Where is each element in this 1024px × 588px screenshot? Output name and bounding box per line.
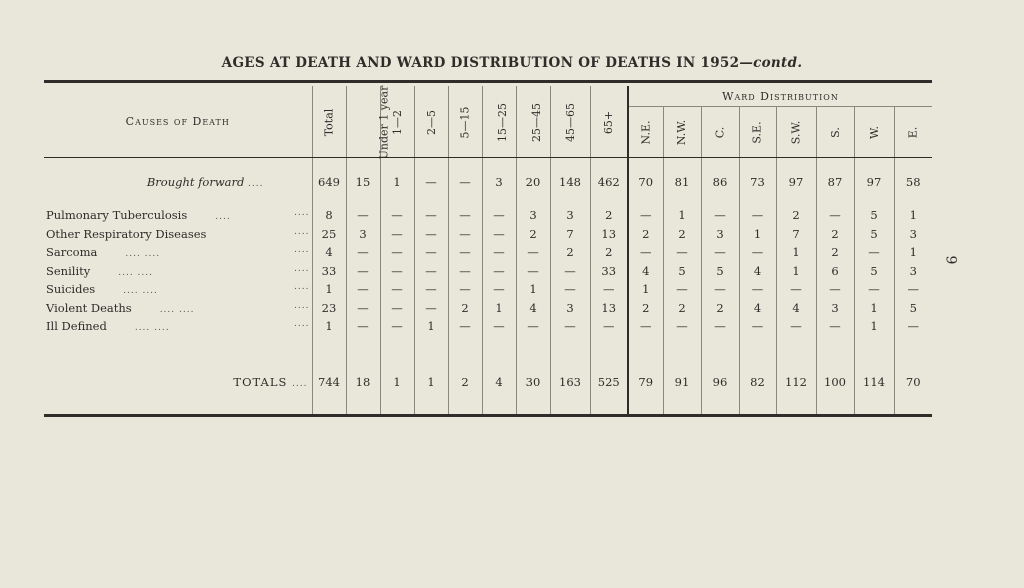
col-header-under-1: Under 1 year (346, 86, 380, 157)
col-header-2-5: 2—5 (414, 86, 448, 157)
table-cell: 5 (701, 262, 739, 281)
table-cell: 5 (854, 206, 894, 225)
table-cell: — (380, 262, 414, 281)
table-cell: 1 (312, 317, 346, 336)
table-cell: 4 (776, 299, 816, 318)
table-cell: 3 (894, 225, 932, 244)
table-cell: 33 (590, 262, 628, 281)
table-cell (516, 402, 550, 416)
table-cell: 3 (701, 225, 739, 244)
table-cell (854, 402, 894, 416)
totals-label: TOTALS (233, 374, 288, 389)
table-cell (590, 402, 628, 416)
table-cell (312, 336, 346, 362)
table-cell: 25 (312, 225, 346, 244)
table-cell: — (346, 280, 380, 299)
table-cell: 114 (854, 362, 894, 402)
table-cell: 1 (312, 280, 346, 299)
table-cell (590, 336, 628, 362)
causes-header: Causes of Death (125, 115, 230, 128)
table-cell: 5 (894, 299, 932, 318)
table-cell: — (414, 243, 448, 262)
col-header-25-45: 25—45 (516, 86, 550, 157)
table-cell: 1 (854, 317, 894, 336)
ward-distribution-header: Ward Distribution (628, 86, 932, 107)
table-cell: 18 (346, 362, 380, 402)
table-cell (663, 336, 701, 362)
table-cell: 1 (894, 206, 932, 225)
table-cell: — (414, 299, 448, 318)
table-cell: 2 (448, 299, 482, 318)
table-cell: — (550, 262, 590, 281)
table-cell: — (482, 317, 516, 336)
table-cell (516, 336, 550, 362)
table-cell: 148 (550, 158, 590, 207)
table-cell: 20 (516, 158, 550, 207)
table-cell (346, 336, 380, 362)
table-cell: — (739, 243, 776, 262)
table-cell: — (448, 317, 482, 336)
col-header-e: E. (894, 107, 932, 158)
table-cell: 3 (516, 206, 550, 225)
cause-label: Pulmonary Tuberculosis (46, 208, 188, 223)
table-cell (448, 402, 482, 416)
table-cell: 100 (816, 362, 854, 402)
totals-row: TOTALS .... 744 18 1 1 2 4 30 163 525 79 91 96 82 112 100 114 70 (44, 362, 932, 402)
table-cell (482, 402, 516, 416)
table-cell: 97 (776, 158, 816, 207)
table-cell: 1 (516, 280, 550, 299)
col-header-total: Total (312, 86, 346, 157)
table-cell: 4 (628, 262, 663, 281)
table-cell: — (380, 317, 414, 336)
tail-row (44, 402, 932, 416)
table-cell: — (701, 317, 739, 336)
table-cell: — (482, 243, 516, 262)
table-cell: 2 (816, 243, 854, 262)
table-cell (628, 336, 663, 362)
table-cell: 1 (414, 362, 448, 402)
table-cell (854, 336, 894, 362)
table-cell: — (516, 243, 550, 262)
table-cell: — (380, 225, 414, 244)
table-cell: 112 (776, 362, 816, 402)
table-cell: 649 (312, 158, 346, 207)
table-cell: 2 (816, 225, 854, 244)
table-cell: 33 (312, 262, 346, 281)
brought-forward-label: Brought forward (146, 175, 245, 189)
table-cell (482, 336, 516, 362)
table-cell: — (448, 280, 482, 299)
table-cell: — (380, 206, 414, 225)
table-cell: 1 (776, 262, 816, 281)
table-cell: — (482, 225, 516, 244)
cause-label: Sarcoma (46, 245, 98, 260)
table-cell (346, 402, 380, 416)
table-cell: — (516, 317, 550, 336)
table-cell: 1 (894, 243, 932, 262)
table-cell: — (590, 280, 628, 299)
table-cell: 744 (312, 362, 346, 402)
table-cell: — (346, 206, 380, 225)
col-header-ne: N.E. (628, 107, 663, 158)
table-cell: — (516, 262, 550, 281)
col-header-s: S. (816, 107, 854, 158)
page-title (0, 55, 1024, 71)
table-row: Sarcoma .... .... .... 4 — — — — — — 2 2 — — — — 1 2 — 1 (44, 243, 932, 262)
table-row: Pulmonary Tuberculosis .... .... 8 — — — — — 3 3 2 — 1 — — 2 — 5 1 (44, 206, 932, 225)
table-cell: 58 (894, 158, 932, 207)
table-cell: — (816, 317, 854, 336)
table-cell: — (380, 299, 414, 318)
table-cell: 4 (739, 262, 776, 281)
col-header-1-2: 1—2 (380, 86, 414, 157)
table-cell (550, 336, 590, 362)
table-cell: — (550, 317, 590, 336)
table-cell (894, 336, 932, 362)
col-header-sw: S.W. (776, 107, 816, 158)
table-cell: 5 (663, 262, 701, 281)
table-cell (312, 402, 346, 416)
table-cell: 5 (854, 262, 894, 281)
table-cell: 8 (312, 206, 346, 225)
table-cell (414, 336, 448, 362)
bottom-rule (44, 415, 932, 419)
table-cell: 86 (701, 158, 739, 207)
table-cell: — (482, 262, 516, 281)
table-cell: — (663, 317, 701, 336)
table-cell: 30 (516, 362, 550, 402)
table-cell: 3 (550, 299, 590, 318)
table-cell (816, 336, 854, 362)
table-cell: 4 (482, 362, 516, 402)
table-cell: 4 (739, 299, 776, 318)
table-cell: — (448, 206, 482, 225)
table-cell (628, 402, 663, 416)
table-cell: 7 (550, 225, 590, 244)
table-cell: — (776, 317, 816, 336)
title-contd: —contd. (739, 55, 803, 71)
table-cell (701, 336, 739, 362)
cause-label: Senility (46, 263, 91, 278)
table-cell: 2 (590, 206, 628, 225)
table-cell: — (346, 262, 380, 281)
table-cell: 6 (816, 262, 854, 281)
table-cell: 7 (776, 225, 816, 244)
table-cell: 1 (380, 158, 414, 207)
table-cell (663, 402, 701, 416)
table-cell: 15 (346, 158, 380, 207)
table-cell: 3 (816, 299, 854, 318)
table-cell: 1 (380, 362, 414, 402)
table-cell: — (816, 280, 854, 299)
table-cell: 2 (663, 299, 701, 318)
col-header-15-25: 15—25 (482, 86, 516, 157)
table-cell: 2 (448, 362, 482, 402)
cause-label: Ill Defined (46, 319, 107, 334)
table-cell: 1 (482, 299, 516, 318)
table-cell (816, 402, 854, 416)
table-cell: 23 (312, 299, 346, 318)
table-cell: 2 (776, 206, 816, 225)
table-cell: 79 (628, 362, 663, 402)
table-cell (739, 336, 776, 362)
table-cell: 1 (414, 317, 448, 336)
table-body (44, 158, 932, 419)
table-cell (414, 402, 448, 416)
col-header-65-plus: 65+ (590, 86, 628, 157)
table-cell: — (663, 243, 701, 262)
table-cell: — (701, 243, 739, 262)
table-cell: 163 (550, 362, 590, 402)
spacer-row (44, 336, 932, 362)
table-cell: — (894, 317, 932, 336)
table-cell: 13 (590, 225, 628, 244)
table-cell: 3 (550, 206, 590, 225)
table-cell: 13 (590, 299, 628, 318)
table-cell: — (739, 317, 776, 336)
table-cell: 5 (854, 225, 894, 244)
table-cell (701, 402, 739, 416)
table-cell: 3 (894, 262, 932, 281)
cause-label: Other Respiratory Diseases (46, 226, 207, 241)
col-header-5-15: 5—15 (448, 86, 482, 157)
table-cell: — (482, 206, 516, 225)
table-cell: 2 (590, 243, 628, 262)
table-row: Ill Defined .... .... .... 1 — — 1 — — — — — — — — — — — 1 — (44, 317, 932, 336)
col-header-45-65: 45—65 (550, 86, 590, 157)
table-cell: — (739, 280, 776, 299)
table-cell: 81 (663, 158, 701, 207)
table-cell: 3 (482, 158, 516, 207)
table-cell: — (346, 243, 380, 262)
table-cell: 96 (701, 362, 739, 402)
table-cell: — (346, 317, 380, 336)
table-cell: 82 (739, 362, 776, 402)
table-cell: — (816, 206, 854, 225)
table-cell (448, 336, 482, 362)
table-cell: — (739, 206, 776, 225)
table-cell: — (414, 262, 448, 281)
table-cell: — (448, 158, 482, 207)
table-cell: — (346, 299, 380, 318)
table-cell: 1 (739, 225, 776, 244)
table-cell: 4 (312, 243, 346, 262)
table-cell (380, 336, 414, 362)
table-cell: 1 (776, 243, 816, 262)
table-cell: — (628, 317, 663, 336)
title-main: AGES AT DEATH AND WARD DISTRIBUTION OF DEATHS IN 1952 (221, 55, 740, 71)
table-cell (550, 402, 590, 416)
table-cell: 462 (590, 158, 628, 207)
table-cell: 2 (701, 299, 739, 318)
table-cell: — (628, 243, 663, 262)
table-cell: — (776, 280, 816, 299)
table-cell: 70 (894, 362, 932, 402)
table-cell: — (701, 206, 739, 225)
table-cell: — (482, 280, 516, 299)
table-cell: 1 (663, 206, 701, 225)
table-cell: — (380, 280, 414, 299)
table-cell: — (380, 243, 414, 262)
table-cell: — (894, 280, 932, 299)
table-cell: — (414, 206, 448, 225)
table-cell (739, 402, 776, 416)
table-cell: 3 (346, 225, 380, 244)
table-cell: — (550, 280, 590, 299)
table-cell: 2 (628, 225, 663, 244)
table-cell: 70 (628, 158, 663, 207)
table-cell: — (448, 225, 482, 244)
table-cell: 91 (663, 362, 701, 402)
table-row: Senility .... .... .... 33 — — — — — — — 33 4 5 5 4 1 6 5 3 (44, 262, 932, 281)
deaths-table (44, 80, 932, 419)
table-cell: 1 (854, 299, 894, 318)
table-cell: — (414, 225, 448, 244)
table-cell: — (414, 280, 448, 299)
table-cell: — (590, 317, 628, 336)
cause-label: Violent Deaths (46, 300, 132, 315)
cause-label: Suicides (46, 282, 96, 297)
table-cell (380, 402, 414, 416)
table-cell: — (628, 206, 663, 225)
table-cell: 525 (590, 362, 628, 402)
col-header-w: W. (854, 107, 894, 158)
table-cell: — (663, 280, 701, 299)
table-cell: 87 (816, 158, 854, 207)
table-cell (776, 336, 816, 362)
table-cell: 2 (628, 299, 663, 318)
brought-forward-row: Brought forward .... 649 15 1 — — 3 20 148 462 70 81 86 73 97 87 97 58 (44, 158, 932, 207)
table-cell: — (448, 262, 482, 281)
table-cell: 97 (854, 158, 894, 207)
table-cell: — (414, 158, 448, 207)
table-cell: 73 (739, 158, 776, 207)
table-cell: 4 (516, 299, 550, 318)
table-cell: — (854, 243, 894, 262)
table-cell: 1 (628, 280, 663, 299)
table-cell (776, 402, 816, 416)
table-cell: — (854, 280, 894, 299)
table-cell: — (701, 280, 739, 299)
table-cell: 2 (550, 243, 590, 262)
table-cell: — (448, 243, 482, 262)
col-header-c: C. (701, 107, 739, 158)
table-cell: 2 (663, 225, 701, 244)
col-header-se: S.E. (739, 107, 776, 158)
table-row: Suicides .... .... .... 1 — — — — — 1 — — 1 — — — — — — — (44, 280, 932, 299)
table-cell (894, 402, 932, 416)
table-row: Other Respiratory Diseases .... 25 3 — — — — 2 7 13 2 2 3 1 7 2 5 3 (44, 225, 932, 244)
table-cell: 2 (516, 225, 550, 244)
table-row: Violent Deaths .... .... .... 23 — — — 2 1 4 3 13 2 2 2 4 4 3 1 5 (44, 299, 932, 318)
page-number: 9 (942, 255, 959, 265)
col-header-nw: N.W. (663, 107, 701, 158)
